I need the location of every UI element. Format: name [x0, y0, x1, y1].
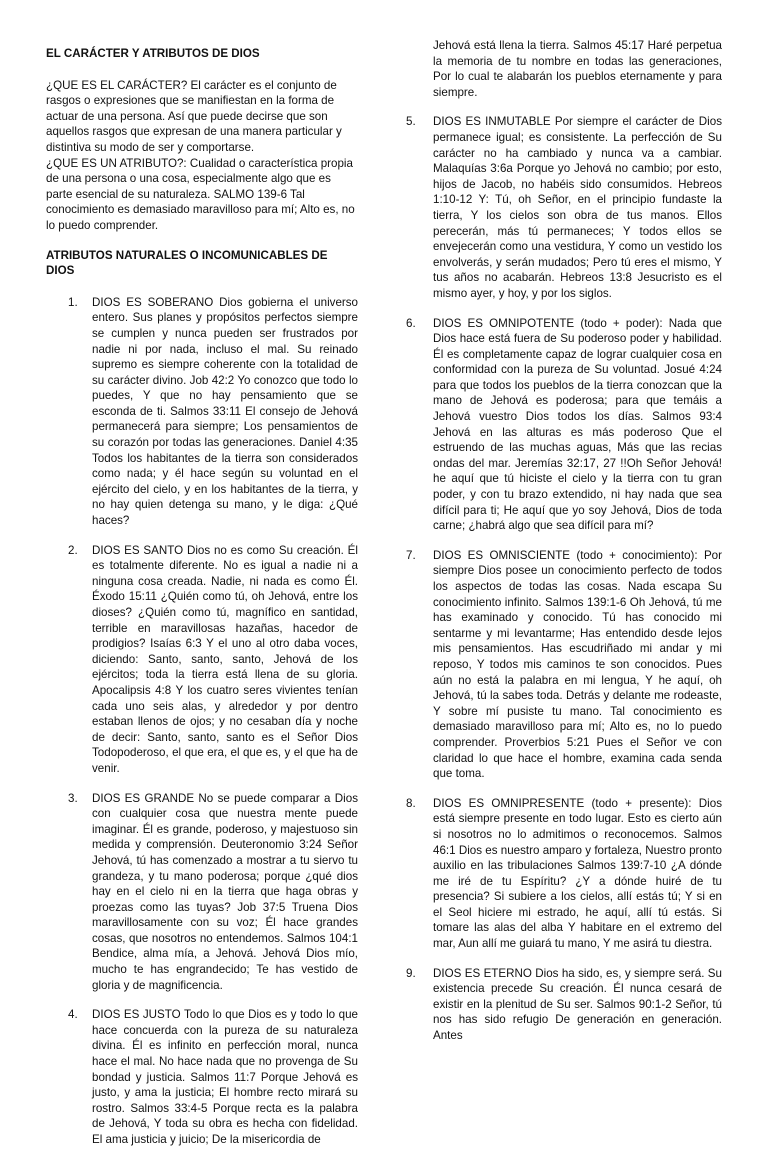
list-item	[46, 543, 358, 777]
item-number: 8.	[406, 796, 416, 810]
item-number: 3.	[68, 791, 78, 805]
left-column	[46, 38, 358, 1162]
intro-caracter: ¿QUE ES EL CARÁCTER? El carácter es el conjunto de rasgos o expresiones que se manifiestan en la forma de actuar de una persona. Así que puede decirse que son aquellos rasgos que expresan de una manera particular y distintiva su modo de ser y comportarse.	[46, 78, 342, 154]
item-text: DIOS ES OMNIPRESENTE (todo + presente): Dios está siempre presente en todo lugar. Esto es cierto aún si nosotros no lo admitimos o reconocemos. Salmos 46:1 Dios es nuestro amparo y fortaleza, Nuestro pronto auxilio en las tribulaciones Salmos 139:7-10 ¿A dónde me iré de tu Espíritu? ¿Y a dónde huiré de tu presencia? Si subiere a los cielos, allí estás tú; Y si en el Seol hiciere mi estrado, he aquí, allí tú estás. Si tomare las alas del alba Y habitare en el extremo del mar, Aun allí me guiará tu mano, Y me asirá tu diestra.	[433, 796, 722, 951]
list-item	[406, 548, 722, 782]
item-number: 4.	[68, 1008, 78, 1022]
list-item	[46, 1007, 358, 1147]
item-text: DIOS ES OMNIPOTENTE (todo + poder): Nada que Dios hace está fuera de Su poderoso poder y habilidad. Él es completamente capaz de lograr cualquier cosa en conformidad con la pureza de Su voluntad. Josué 4:24 para que todos los pueblos de la tierra conozcan que la mano de Jehová es poderosa; para que temáis a Jehová vuestro Dios todos los días. Salmos 93:4 Jehová en las alturas es más poderoso Que el estruendo de las muchas aguas, Más que las recias ondas del mar. Jeremías 32:17, 27 !!Oh Señor Jehová! he aquí que tú hiciste el cielo y la tierra con tu gran poder, y con tu brazo extendido, ni hay nada que sea difícil para ti; He aquí que yo soy Jehová, Dios de toda carne; ¿habrá algo que sea difícil para mí?	[433, 316, 722, 533]
item-text: DIOS ES INMUTABLE Por siempre el carácter de Dios permanece igual; es consistente. La perfección de Su carácter no ha cambiado y nunca va a cambiar. Malaquías 3:6a Porque yo Jehová no cambio; por esto, hijos de Jacob, no habéis sido consumidos. Hebreos 1:10-12 Y: Tú, oh Señor, en el principio fundaste la tierra, Y los cielos son obra de tus manos. Ellos perecerán, más tú permaneces; Y todos ellos se envejecerán como una vestidura, Y como un vestido los envolverás, y serán mudados; Pero tú eres el mismo, Y tus años no acabarán. Hebreos 13:8 Jesucristo es el mismo ayer, y hoy, y por los siglos.	[433, 115, 722, 300]
item-text: DIOS ES SANTO Dios no es como Su creación. Él es totalmente diferente. No es igual a nadie ni a ninguna cosa creada. Nadie, ni nada es como Él. Éxodo 15:11 ¿Quién como tú, oh Jehová, entre los dioses? ¿Quién como tú, magnífico en santidad, terrible en maravillosas hazañas, hacedor de prodigios? Isaías 6:3 Y el uno al otro daba voces, diciendo: Santo, santo, santo, Jehová de los ejércitos; toda la tierra está llena de su gloria. Apocalipsis 4:8 Y los cuatro seres vivientes tenían cada uno seis alas, y alrededor y por dentro estaban llenos de ojos; y no cesaban día y noche de decir: Santo, santo, santo es el Señor Dios Todopoderoso, el que era, el que es, y el que ha de venir.	[92, 543, 358, 775]
item-text: DIOS ES GRANDE No se puede comparar a Dios con cualquier cosa que nuestra mente puede imaginar. Él es grande, poderoso, y majestuoso sin medida y comprensión. Deuteronomio 3:24 Señor Jehová, tú has comenzado a mostrar a tu siervo tu grandeza, y tu mano poderosa; porque ¿qué dios hay en el cielo ni en la tierra que haga obras y proezas como las tuyas? Job 37:5 Truena Dios maravillosamente con su voz; Él hace grandes cosas, que nosotros no entendemos. Salmos 104:1 Bendice, alma mía, a Jehová. Jehová Dios mío, mucho te has engrandecido; Te has vestido de gloria y de magnificencia.	[92, 791, 358, 992]
document-title: EL CARÁCTER Y ATRIBUTOS DE DIOS	[46, 47, 260, 60]
right-column	[406, 38, 722, 1058]
item-number: 9.	[406, 966, 416, 980]
item-number: 2.	[68, 543, 78, 557]
item-number: 7.	[406, 548, 416, 562]
intro-atributo: ¿QUE ES UN ATRIBUTO?: Cualidad o característica propia de una persona o una cosa, especialmente algo que es parte esencial de su naturaleza. SALMO 139-6 Tal conocimiento es demasiado maravilloso para mí; Alto es, no lo puedo comprender.	[46, 156, 355, 232]
list-item	[406, 316, 722, 534]
item-number: 1.	[68, 295, 78, 309]
list-item	[46, 791, 358, 994]
item-text: DIOS ES JUSTO Todo lo que Dios es y todo lo que hace concuerda con la pureza de su naturaleza divina. Él es infinito en perfección moral, nunca hace el mal. No hace nada que no provenga de Su bondad y justicia. Salmos 11:7 Porque Jehová es justo, y ama la justicia; El hombre recto mirará su rostro. Salmos 33:4-5 Porque recta es la palabra de Jehová, Y toda su obra es hecha con fidelidad. El ama justicia y juicio; De la misericordia de	[92, 1008, 358, 1146]
list-item	[406, 966, 722, 1044]
list-item	[406, 796, 722, 952]
item-number: 6.	[406, 316, 416, 330]
item-text: DIOS ES OMNISCIENTE (todo + conocimiento): Por siempre Dios posee un conocimiento perfecto de todos los aspectos de todas las cosas. Nada escapa Su conocimiento infinito. Salmos 139:1-6 Oh Jehová, tú me has examinado y conocido. Tú has conocido mi sentarme y mi levantarme; Has entendido desde lejos mis pensamientos. Has escudriñado mi andar y mi reposo, Y todos mis caminos te son conocidos. Pues aún no está la palabra en mi lengua, Y he aquí, oh Jehová, tú la sabes toda. Detrás y delante me rodeaste, Y sobre mí pusiste tu mano. Tal conocimiento es demasiado maravilloso para mí; Alto es, no lo puedo comprender. Proverbios 5:21 Pues el Señor ve con claridad lo que hace el hombre, examina cada senda que toma.	[433, 548, 722, 781]
item-number: 5.	[406, 115, 416, 129]
list-item	[406, 114, 722, 301]
section-title: ATRIBUTOS NATURALES O INCOMUNICABLES DE DIOS	[46, 248, 328, 278]
list-item	[46, 295, 358, 529]
item-text: DIOS ES ETERNO Dios ha sido, es, y siempre será. Su existencia precede Su creación. Él nunca cesará de existir en la plenitud de Su ser. Salmos 90:1-2 Señor, tú nos has sido refugio De generación en generación. Antes	[433, 966, 722, 1043]
item-continuation: Jehová está llena la tierra. Salmos 45:17 Haré perpetua la memoria de tu nombre en todas las generaciones, Por lo cual te alabarán los pueblos eternamente y para siempre.	[433, 39, 722, 99]
item-text: DIOS ES SOBERANO Dios gobierna el universo entero. Sus planes y propósitos perfectos siempre se cumplen y nunca pueden ser frustrados por nadie ni por nada, incluso el mal. Su reinado supremo es siempre coherente con la totalidad de su carácter divino. Job 42:2 Yo conozco que todo lo puedes, Y que no hay pensamiento que se esconda de ti. Salmos 33:11 El consejo de Jehová permanecerá para siempre; Los pensamientos de su corazón por todas las generaciones. Daniel 4:35 Todos los habitantes de la tierra son considerados como nada; y él hace según su voluntad en el ejército del cielo, y en los habitantes de la tierra, y no hay quien detenga su mano, y le diga: ¿Qué haces?	[92, 295, 358, 528]
